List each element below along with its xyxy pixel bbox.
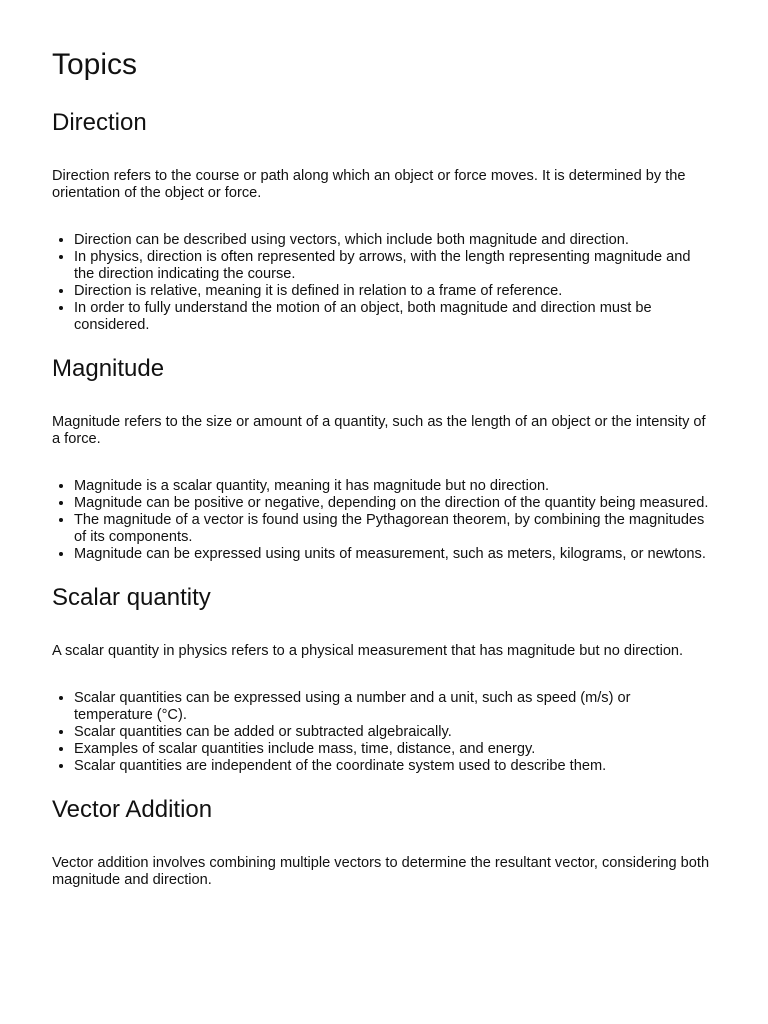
bullet-list <box>52 232 712 334</box>
section-heading: Direction <box>52 109 147 136</box>
section-heading: Vector Addition <box>52 796 213 823</box>
list-item: • In order to fully understand the motion of an object, both magnitude and direction must be considered. <box>74 300 712 334</box>
bullet-list <box>52 478 712 563</box>
section-intro: A scalar quantity in physics refers to a physical measurement that has magnitude but no direction. <box>52 643 684 659</box>
section-intro: Magnitude refers to the size or amount of a quantity, such as the length of an object or the intensity of a force. <box>52 414 706 447</box>
page-title: Topics <box>52 48 138 81</box>
section-heading: Scalar quantity <box>52 584 211 611</box>
section-intro: Direction refers to the course or path along which an object or force moves. It is determined by the orientation of the object or force. <box>52 168 686 201</box>
list-item: • Scalar quantities are independent of the coordinate system used to describe them. <box>74 758 712 775</box>
list-item: • Direction can be described using vectors, which include both magnitude and direction. <box>74 232 712 249</box>
list-item: • Examples of scalar quantities include mass, time, distance, and energy. <box>74 741 712 758</box>
section-intro: Vector addition involves combining multiple vectors to determine the resultant vector, considering both magnitude and direction. <box>52 855 710 888</box>
list-item: • Scalar quantities can be expressed using a number and a unit, such as speed (m/s) or temperature (°C). <box>74 690 712 724</box>
list-item: • Magnitude can be positive or negative, depending on the direction of the quantity being measured. <box>74 495 712 512</box>
list-item: • Magnitude can be expressed using units of measurement, such as meters, kilograms, or newtons. <box>74 546 712 563</box>
list-item: • Direction is relative, meaning it is defined in relation to a frame of reference. <box>74 283 712 300</box>
section-direction <box>52 108 712 334</box>
section-scalar-quantity <box>52 583 712 775</box>
list-item: • The magnitude of a vector is found using the Pythagorean theorem, by combining the magnitudes of its components. <box>74 512 712 546</box>
bullet-list <box>52 690 712 775</box>
section-heading: Magnitude <box>52 355 165 382</box>
list-item: • In physics, direction is often represented by arrows, with the length representing magnitude and the direction indicating the course. <box>74 249 712 283</box>
document-page <box>52 46 712 919</box>
list-item: • Magnitude is a scalar quantity, meaning it has magnitude but no direction. <box>74 478 712 495</box>
section-vector-addition <box>52 795 712 889</box>
section-magnitude <box>52 354 712 563</box>
list-item: • Scalar quantities can be added or subtracted algebraically. <box>74 724 712 741</box>
